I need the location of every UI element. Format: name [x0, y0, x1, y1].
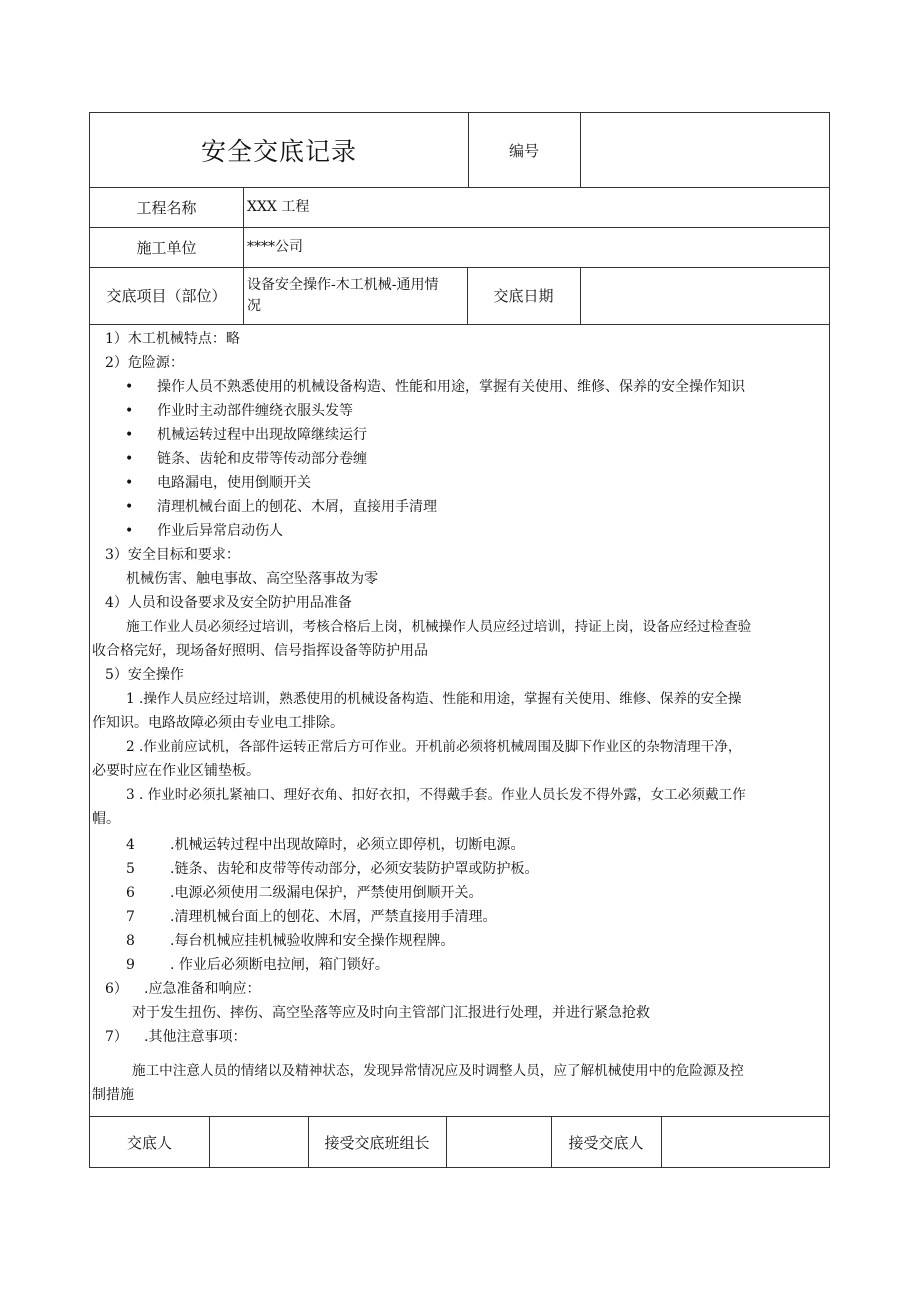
form-title: 安全交底记录 — [200, 137, 357, 166]
paragraph-line: 收合格完好，现场备好照明、信号指挥设备等防护用品 — [92, 643, 428, 659]
section-heading: 2）危险源： — [105, 355, 184, 371]
row-divider — [90, 324, 829, 325]
bullet-icon: • — [125, 499, 134, 515]
briefing-date-label: 交底日期 — [493, 287, 554, 305]
section-heading: 3）安全目标和要求： — [105, 547, 240, 563]
bullet-icon: • — [125, 523, 134, 539]
paragraph-line: 施工作业人员必须经过培训，考核合格后上岗，机械操作人员应经过培训，持证上岗，设备应经过检查验 — [126, 619, 752, 635]
number-value[interactable] — [580, 113, 830, 187]
bullet-icon: • — [125, 451, 134, 467]
paragraph-line: 帽。 — [92, 811, 120, 827]
paragraph-line: 机械伤害、触电事故、高空坠落事故为零 — [126, 571, 378, 587]
operation-item: 2 .作业前应试机，各部件运转正常后方可作业。开机前必须将机械周围及脚下作业区的杂物清理干净， — [126, 739, 742, 755]
paragraph-line: 对于发生扭伤、摔伤、高空坠落等应及时向主管部门汇报进行处理，并进行紧急抢救 — [132, 1005, 650, 1021]
team-leader-signature[interactable] — [446, 1116, 551, 1168]
contractor-value[interactable]: ****公司 — [247, 238, 303, 255]
number-label: 编号 — [508, 141, 539, 160]
paragraph-line: 施工中注意人员的情绪以及精神状态，发现异常情况应及时调整人员，应了解机械使用中的危险源及控 — [132, 1063, 744, 1079]
operation-item: 1 .操作人员应经过培训，熟悉使用的机械设备构造、性能和用途，掌握有关使用、维修、保养的安全操 — [126, 691, 742, 707]
operation-item: 3 . 作业时必须扎紧袖口、理好衣角、扣好衣扣，不得戴手套。作业人员长发不得外露，女工必须戴工作 — [126, 787, 746, 803]
section-heading: 1）木工机械特点：略 — [105, 331, 240, 347]
section-heading: 4）人员和设备要求及安全防护用品准备 — [105, 595, 352, 611]
briefing-item-value-line: 况 — [247, 297, 261, 314]
paragraph-line: 作知识。电路故障必须由专业电工排除。 — [92, 715, 344, 731]
bullet-icon: • — [125, 403, 134, 419]
receiver-label: 接受交底人 — [568, 1133, 644, 1152]
team-leader-label: 接受交底班组长 — [324, 1133, 430, 1152]
project-name-value[interactable]: XXX 工程 — [247, 198, 310, 215]
presenter-label: 交底人 — [126, 1133, 172, 1152]
bullet-icon: • — [125, 475, 134, 491]
project-name-label: 工程名称 — [136, 198, 197, 217]
safety-briefing-form: 安全交底记录 编号 工程名称 XXX 工程 施工单位 ****公司 交底项目（部位） 设备安全操作-木工机械-通用情 况 交底日期 1）木工机械特点：略 2）危险源： • 操作人员不熟悉使用的机械设备构造、性能和用途，掌握有关使用、维修、保养的安全操作知识 • 作业时主动部件缠绕衣服头发等 • 机械运转过程中出现故障继续运行 • 链条、齿轮和皮带等传动部分卷缠 • 电路漏电，使用倒顺开关 • 清理机械台面上的刨花、木屑，直接用手清理 • 作业后异常启动伤人 3）安全目标和要求： 机械伤害、触电事故、高空坠落事故为零 4）人员和设备要求及安全防护用品准备 施工作业人员必须经过培训，考核合格后上岗，机械操作人员应经过培训，持证上岗，设备应经过检查验 收合格完好，现场备好照明、信号指挥设备等防护用品 5）安全操作 1 .操作人员应经过培训，熟悉使用的机械设备构造、性能和用途，掌握有关使用、维修、保养的安全操 作知识。电路故障必须由专业电工排除。 2 .作业前应试机，各部件运转正常后方可作业。开机前必须将机械周围及脚下作业区的杂物清理干净， 必要时应在作业区铺垫板。 3 . 作业时必须扎紧袖口、理好衣角、扣好衣扣，不得戴手套。作业人员长发不得外露，女工必须戴工作 帽。 4 .机械运转过程中出现故障时，必须立即停机，切断电源。 5 .链条、齿轮和皮带等传动部分，必须安装防护罩或防护板。 6 .电源必须使用二级漏电保护，严禁使用倒顺开关。 7 .清理机械台面上的刨花、木屑，严禁直接用手清理。 8 .每台机械应挂机械验收牌和安全操作规程牌。 9 . 作业后必须断电拉闸，箱门锁好。 6） .应急准备和响应： 对于发生扭伤、摔伤、高空坠落等应及时向主管部门汇报进行处理，并进行紧急抢救 7） .其他注意事项： 施工中注意人员的情绪以及精神状态，发现异常情况应及时调整人员，应了解机械使用中的危险源及控 制措施 交底人 接受交底班组长 接受交底人 — [89, 112, 830, 1168]
bullet-icon: • — [125, 379, 134, 395]
briefing-date-value[interactable] — [580, 267, 830, 324]
receiver-signature[interactable] — [661, 1116, 830, 1168]
section-heading: 5）安全操作 — [105, 667, 184, 683]
bullet-icon: • — [125, 427, 134, 443]
contractor-label: 施工单位 — [136, 238, 197, 257]
briefing-item-value[interactable] — [243, 267, 467, 324]
briefing-item-label: 交底项目（部位） — [106, 287, 227, 305]
presenter-signature[interactable] — [209, 1116, 308, 1168]
paragraph-line: 制措施 — [92, 1087, 134, 1103]
paragraph-line: 必要时应在作业区铺垫板。 — [92, 763, 260, 779]
briefing-item-value-line: 设备安全操作-木工机械-通用情 — [247, 276, 439, 293]
